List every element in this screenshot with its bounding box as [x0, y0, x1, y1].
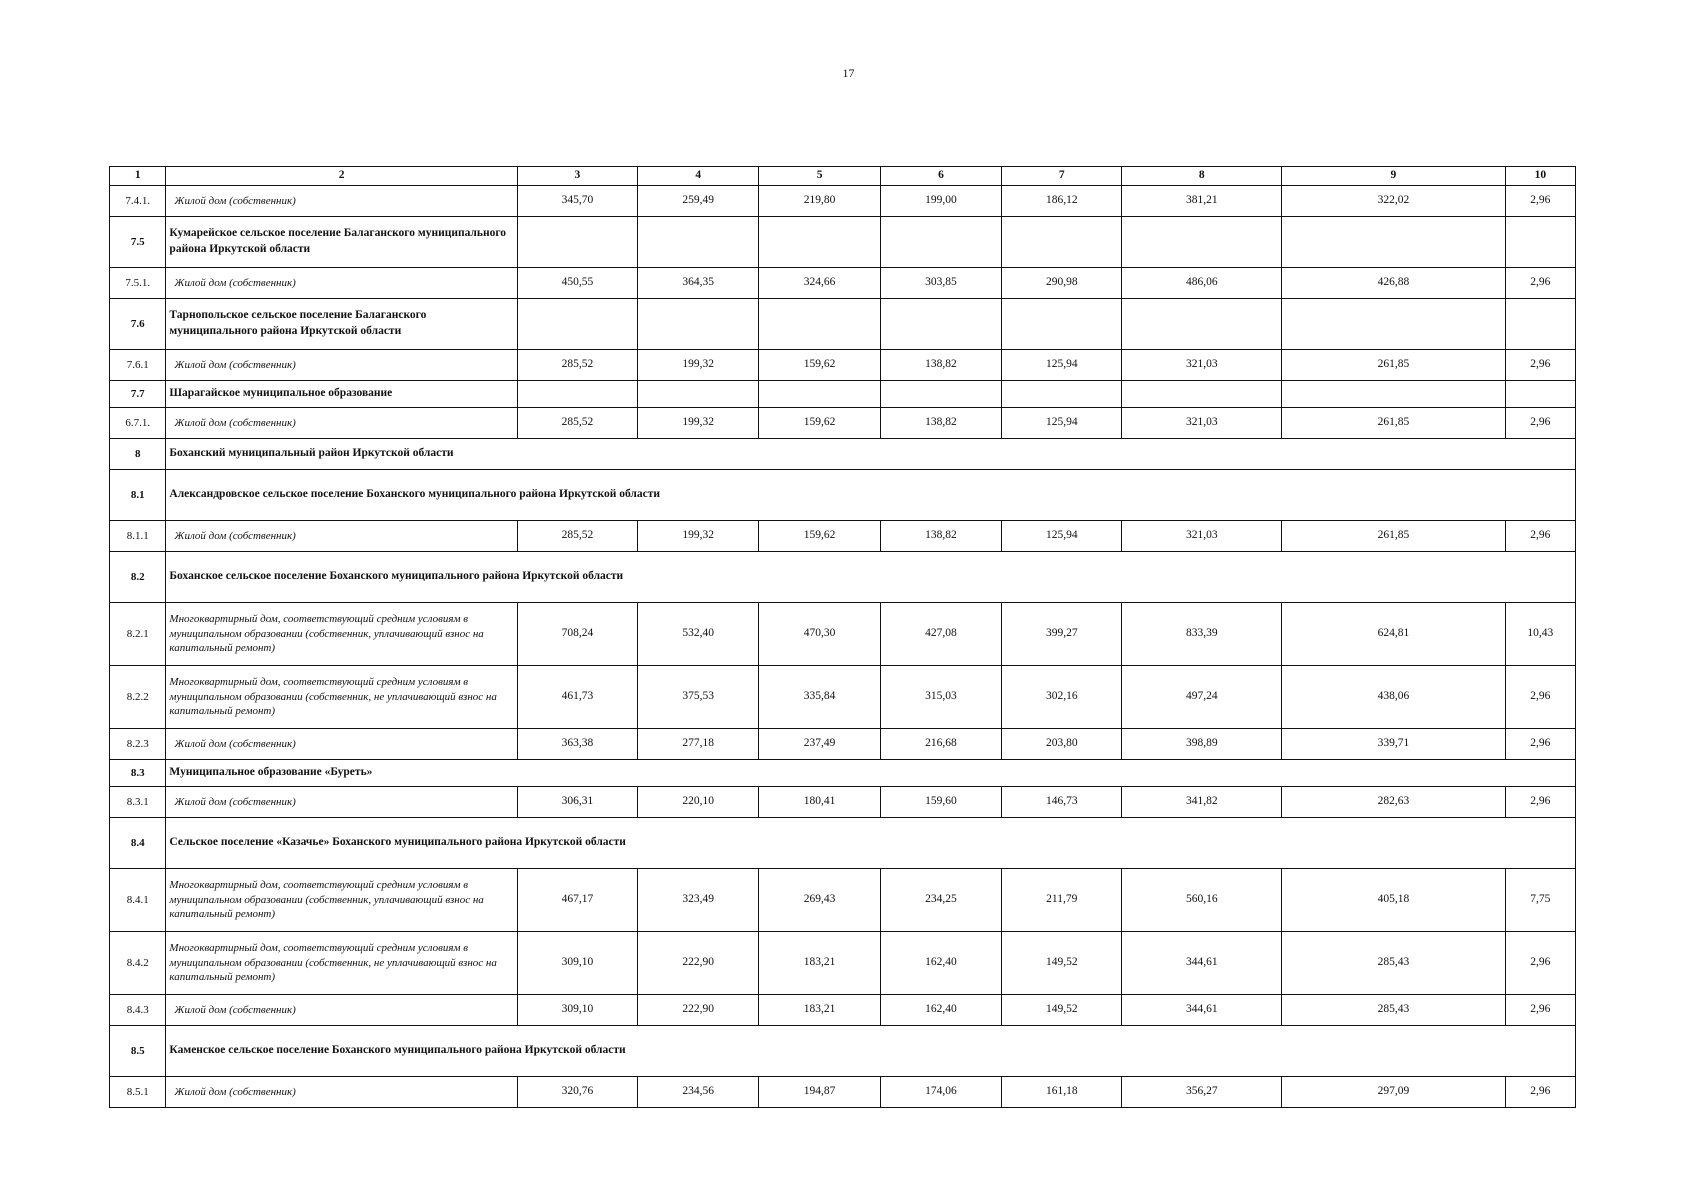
row-code: 8.2.1: [110, 603, 166, 666]
value-cell: 470,30: [759, 603, 880, 666]
value-cell: 194,87: [759, 1077, 880, 1108]
value-cell: 315,03: [880, 666, 1001, 729]
row-code: 8.2.3: [110, 729, 166, 760]
section-title: Александровское сельское поселение Боханского муниципального района Иркутской области: [166, 470, 1576, 521]
row-description: Многоквартирный дом, соответствующий средним условиям в муниципальном образовании (собственник, не уплачивающий взнос на капитальный ремонт): [166, 666, 517, 729]
section-title: Боханское сельское поселение Боханского муниципального района Иркутской области: [166, 552, 1576, 603]
value-cell: 261,85: [1282, 521, 1506, 552]
value-cell: 322,02: [1282, 186, 1506, 217]
header-cell: 3: [517, 167, 637, 186]
row-code: 6.7.1.: [110, 408, 166, 439]
value-cell: 161,18: [1002, 1077, 1122, 1108]
value-cell: 285,52: [517, 408, 637, 439]
value-cell: 125,94: [1002, 350, 1122, 381]
empty-cell: [1002, 299, 1122, 350]
page-number: 17: [842, 66, 855, 80]
value-cell: 183,21: [759, 932, 880, 995]
empty-cell: [638, 217, 759, 268]
table-row: [110, 521, 1576, 552]
empty-cell: [759, 299, 880, 350]
empty-cell: [759, 217, 880, 268]
value-cell: 309,10: [517, 995, 637, 1026]
value-cell: 2,96: [1505, 729, 1575, 760]
value-cell: 290,98: [1002, 268, 1122, 299]
value-cell: 162,40: [880, 932, 1001, 995]
section-code: 7.7: [110, 381, 166, 408]
empty-cell: [1122, 381, 1282, 408]
value-cell: 381,21: [1122, 186, 1282, 217]
section-code: 8.1: [110, 470, 166, 521]
value-cell: 138,82: [880, 350, 1001, 381]
row-description: Жилой дом (собственник): [166, 787, 517, 818]
value-cell: 285,52: [517, 521, 637, 552]
value-cell: 138,82: [880, 521, 1001, 552]
value-cell: 344,61: [1122, 995, 1282, 1026]
value-cell: 199,00: [880, 186, 1001, 217]
value-cell: 363,38: [517, 729, 637, 760]
value-cell: 398,89: [1122, 729, 1282, 760]
empty-cell: [517, 299, 637, 350]
empty-cell: [1282, 217, 1506, 268]
table-row: [110, 350, 1576, 381]
header-cell: 9: [1282, 167, 1506, 186]
empty-cell: [1002, 381, 1122, 408]
row-description: Многоквартирный дом, соответствующий средним условиям в муниципальном образовании (собственник, не уплачивающий взнос на капитальный ремонт): [166, 932, 517, 995]
table-row: [110, 869, 1576, 932]
section-row: [110, 552, 1576, 603]
table-row: [110, 603, 1576, 666]
row-code: 8.5.1: [110, 1077, 166, 1108]
value-cell: 297,09: [1282, 1077, 1506, 1108]
value-cell: 269,43: [759, 869, 880, 932]
empty-cell: [517, 217, 637, 268]
value-cell: 2,96: [1505, 787, 1575, 818]
section-title: Кумарейское сельское поселение Балаганского муниципального района Иркутской области: [166, 217, 517, 268]
header-row: [110, 167, 1576, 186]
header-cell: 1: [110, 167, 166, 186]
value-cell: 303,85: [880, 268, 1001, 299]
value-cell: 339,71: [1282, 729, 1506, 760]
section-code: 8.3: [110, 760, 166, 787]
value-cell: 222,90: [638, 932, 759, 995]
row-description: Жилой дом (собственник): [166, 268, 517, 299]
tariff-table-container: [109, 166, 1576, 1108]
section-row: [110, 760, 1576, 787]
row-description: Жилой дом (собственник): [166, 521, 517, 552]
value-cell: 399,27: [1002, 603, 1122, 666]
empty-cell: [880, 381, 1001, 408]
row-code: 7.5.1.: [110, 268, 166, 299]
empty-cell: [759, 381, 880, 408]
value-cell: 497,24: [1122, 666, 1282, 729]
value-cell: 2,96: [1505, 350, 1575, 381]
value-cell: 277,18: [638, 729, 759, 760]
value-cell: 427,08: [880, 603, 1001, 666]
value-cell: 321,03: [1122, 521, 1282, 552]
value-cell: 405,18: [1282, 869, 1506, 932]
value-cell: 344,61: [1122, 932, 1282, 995]
value-cell: 162,40: [880, 995, 1001, 1026]
table-body: [110, 186, 1576, 1108]
section-code: 8.4: [110, 818, 166, 869]
table-row: [110, 268, 1576, 299]
value-cell: 356,27: [1122, 1077, 1282, 1108]
value-cell: 125,94: [1002, 521, 1122, 552]
empty-cell: [1505, 299, 1575, 350]
value-cell: 149,52: [1002, 932, 1122, 995]
row-code: 8.3.1: [110, 787, 166, 818]
value-cell: 467,17: [517, 869, 637, 932]
value-cell: 7,75: [1505, 869, 1575, 932]
value-cell: 560,16: [1122, 869, 1282, 932]
value-cell: 833,39: [1122, 603, 1282, 666]
value-cell: 461,73: [517, 666, 637, 729]
value-cell: 364,35: [638, 268, 759, 299]
value-cell: 174,06: [880, 1077, 1001, 1108]
value-cell: 2,96: [1505, 666, 1575, 729]
header-cell: 6: [880, 167, 1001, 186]
section-row: [110, 818, 1576, 869]
value-cell: 708,24: [517, 603, 637, 666]
value-cell: 321,03: [1122, 408, 1282, 439]
value-cell: 324,66: [759, 268, 880, 299]
empty-cell: [880, 217, 1001, 268]
tariff-table: [109, 166, 1576, 1108]
section-code: 7.5: [110, 217, 166, 268]
table-row: [110, 666, 1576, 729]
value-cell: 199,32: [638, 350, 759, 381]
value-cell: 222,90: [638, 995, 759, 1026]
section-row: [110, 439, 1576, 470]
value-cell: 624,81: [1282, 603, 1506, 666]
empty-cell: [880, 299, 1001, 350]
value-cell: 203,80: [1002, 729, 1122, 760]
value-cell: 219,80: [759, 186, 880, 217]
empty-cell: [1282, 381, 1506, 408]
value-cell: 146,73: [1002, 787, 1122, 818]
header-cell: 7: [1002, 167, 1122, 186]
value-cell: 159,62: [759, 521, 880, 552]
section-row: [110, 1026, 1576, 1077]
header-cell: 4: [638, 167, 759, 186]
empty-cell: [1122, 217, 1282, 268]
value-cell: 234,56: [638, 1077, 759, 1108]
value-cell: 180,41: [759, 787, 880, 818]
value-cell: 2,96: [1505, 186, 1575, 217]
value-cell: 125,94: [1002, 408, 1122, 439]
section-title: Каменское сельское поселение Боханского муниципального района Иркутской области: [166, 1026, 1576, 1077]
table-row: [110, 1077, 1576, 1108]
header-cell: 10: [1505, 167, 1575, 186]
value-cell: 259,49: [638, 186, 759, 217]
value-cell: 159,60: [880, 787, 1001, 818]
value-cell: 341,82: [1122, 787, 1282, 818]
empty-cell: [638, 299, 759, 350]
section-title: Муниципальное образование «Буреть»: [166, 760, 1576, 787]
section-row: [110, 299, 1576, 350]
value-cell: 320,76: [517, 1077, 637, 1108]
value-cell: 309,10: [517, 932, 637, 995]
value-cell: 211,79: [1002, 869, 1122, 932]
table-row: [110, 932, 1576, 995]
value-cell: 323,49: [638, 869, 759, 932]
empty-cell: [1505, 381, 1575, 408]
table-row: [110, 186, 1576, 217]
value-cell: 199,32: [638, 408, 759, 439]
row-description: Жилой дом (собственник): [166, 729, 517, 760]
value-cell: 426,88: [1282, 268, 1506, 299]
value-cell: 285,43: [1282, 995, 1506, 1026]
header-cell: 8: [1122, 167, 1282, 186]
row-description: Жилой дом (собственник): [166, 186, 517, 217]
row-description: Жилой дом (собственник): [166, 1077, 517, 1108]
value-cell: 2,96: [1505, 1077, 1575, 1108]
section-row: [110, 381, 1576, 408]
section-code: 8.2: [110, 552, 166, 603]
row-code: 8.4.2: [110, 932, 166, 995]
value-cell: 335,84: [759, 666, 880, 729]
value-cell: 10,43: [1505, 603, 1575, 666]
row-code: 8.4.1: [110, 869, 166, 932]
table-row: [110, 787, 1576, 818]
row-description: Многоквартирный дом, соответствующий средним условиям в муниципальном образовании (собственник, уплачивающий взнос на капитальный ремонт): [166, 603, 517, 666]
value-cell: 159,62: [759, 350, 880, 381]
empty-cell: [1505, 217, 1575, 268]
value-cell: 486,06: [1122, 268, 1282, 299]
row-code: 7.4.1.: [110, 186, 166, 217]
row-description: Жилой дом (собственник): [166, 995, 517, 1026]
value-cell: 375,53: [638, 666, 759, 729]
value-cell: 2,96: [1505, 995, 1575, 1026]
row-description: Жилой дом (собственник): [166, 350, 517, 381]
row-code: 8.1.1: [110, 521, 166, 552]
row-code: 8.2.2: [110, 666, 166, 729]
value-cell: 306,31: [517, 787, 637, 818]
row-description: Многоквартирный дом, соответствующий средним условиям в муниципальном образовании (собственник, уплачивающий взнос на капитальный ремонт): [166, 869, 517, 932]
value-cell: 285,52: [517, 350, 637, 381]
value-cell: 234,25: [880, 869, 1001, 932]
value-cell: 285,43: [1282, 932, 1506, 995]
value-cell: 183,21: [759, 995, 880, 1026]
value-cell: 216,68: [880, 729, 1001, 760]
section-title: Шарагайское муниципальное образование: [166, 381, 517, 408]
value-cell: 261,85: [1282, 408, 1506, 439]
row-code: 8.4.3: [110, 995, 166, 1026]
value-cell: 159,62: [759, 408, 880, 439]
section-row: [110, 470, 1576, 521]
empty-cell: [1282, 299, 1506, 350]
value-cell: 186,12: [1002, 186, 1122, 217]
value-cell: 220,10: [638, 787, 759, 818]
value-cell: 261,85: [1282, 350, 1506, 381]
header-cell: 5: [759, 167, 880, 186]
value-cell: 2,96: [1505, 408, 1575, 439]
empty-cell: [517, 381, 637, 408]
value-cell: 438,06: [1282, 666, 1506, 729]
section-title: Тарнопольское сельское поселение Балаганского муниципального района Иркутской области: [166, 299, 517, 350]
table-row: [110, 729, 1576, 760]
section-title: Сельское поселение «Казачье» Боханского муниципального района Иркутской области: [166, 818, 1576, 869]
table-row: [110, 408, 1576, 439]
value-cell: 237,49: [759, 729, 880, 760]
value-cell: 282,63: [1282, 787, 1506, 818]
section-row: [110, 217, 1576, 268]
row-code: 7.6.1: [110, 350, 166, 381]
value-cell: 532,40: [638, 603, 759, 666]
value-cell: 321,03: [1122, 350, 1282, 381]
section-title: Боханский муниципальный район Иркутской области: [166, 439, 1576, 470]
value-cell: 199,32: [638, 521, 759, 552]
value-cell: 2,96: [1505, 932, 1575, 995]
value-cell: 138,82: [880, 408, 1001, 439]
empty-cell: [638, 381, 759, 408]
section-code: 8.5: [110, 1026, 166, 1077]
section-code: 8: [110, 439, 166, 470]
value-cell: 2,96: [1505, 521, 1575, 552]
value-cell: 149,52: [1002, 995, 1122, 1026]
table-row: [110, 995, 1576, 1026]
value-cell: 450,55: [517, 268, 637, 299]
empty-cell: [1002, 217, 1122, 268]
header-cell: 2: [166, 167, 517, 186]
value-cell: 2,96: [1505, 268, 1575, 299]
empty-cell: [1122, 299, 1282, 350]
value-cell: 345,70: [517, 186, 637, 217]
row-description: Жилой дом (собственник): [166, 408, 517, 439]
section-code: 7.6: [110, 299, 166, 350]
value-cell: 302,16: [1002, 666, 1122, 729]
